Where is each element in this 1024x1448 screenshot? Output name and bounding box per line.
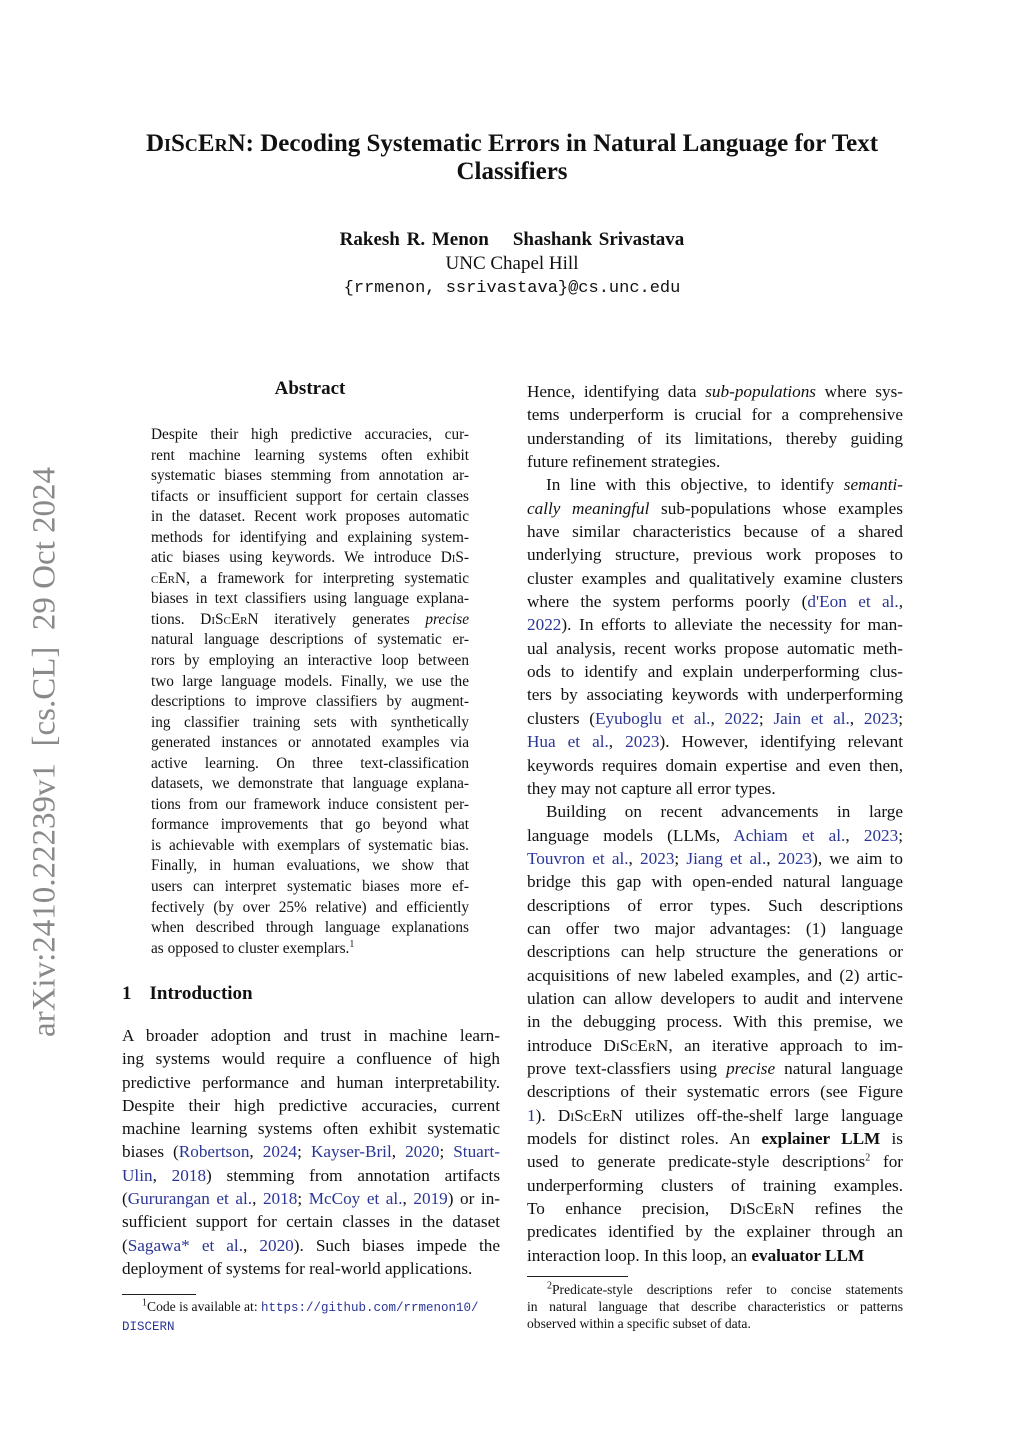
text-line [527,1010,903,1033]
text-line [151,939,469,960]
citation-link[interactable]: Robertson [178,1142,250,1162]
text-span: natural language [775,1058,903,1078]
text-span: atic biases using keywords. We introduce [151,549,441,567]
text-span: two large language models. Finally, we use the [151,672,469,690]
code-link[interactable]: https://github.com/rrmenon10/ [261,1301,479,1315]
text-span: fectively (by over 25% relative) and efficiently [151,898,469,916]
citation-link[interactable]: Achiam et al. [733,825,846,845]
text-span: rent machine learning systems often exhibit [151,446,469,464]
citation-link[interactable]: Hua et al. [527,732,609,752]
text-line [122,1094,500,1117]
text-span: predictive performance and human interpretability. [122,1072,500,1092]
right-column-body [527,380,903,1267]
text-span: bridge this gap with open-ended natural language [527,872,903,892]
text-span: ; [674,848,687,868]
text-span: , [252,1189,263,1209]
text-line [527,707,903,730]
text-line [122,1117,500,1140]
citation-link[interactable]: 1 [527,1105,536,1125]
text-line [527,870,903,893]
text-line [151,713,469,734]
text-line [151,774,469,795]
citation-link[interactable]: 2023 [640,848,675,868]
text-line [527,403,903,426]
text-span: rors by employing an interactive loop between [151,652,469,670]
text-line [527,1150,903,1173]
abstract-body [151,425,469,959]
text-line [151,877,469,898]
citation-link[interactable]: 2018 [262,1189,298,1209]
text-span: ( [122,1189,128,1209]
text-line [527,1244,903,1267]
text-line [527,917,903,940]
text-line [151,651,469,672]
introduction-body [122,1024,500,1280]
text-span: descriptions to improve classifiers by augment- [151,693,469,711]
citation-link[interactable]: 2023 [625,732,660,752]
text-span: In line with this objective, to identify [546,475,844,495]
paper-title: DiScErN: Decoding Systematic Errors in Natural Language for Text Classifiers [145,130,879,185]
text-span: tifacts or insufficient support for certain classes [151,487,469,505]
citation-link[interactable]: Eyuboglu et al. [595,708,711,728]
text-span: tems underperform is crucial for a comprehensive [527,405,903,425]
text-span: systematic biases stemming from annotation ar- [151,467,469,485]
text-span: evaluator LLM [751,1245,865,1265]
text-line [151,795,469,816]
text-span: cally meaningful [527,498,650,518]
text-span: future refinement strategies. [527,452,721,472]
text-line [151,692,469,713]
text-line [151,754,469,775]
text-span: for [870,1152,904,1172]
text-span: ( [122,1235,128,1255]
section-heading-introduction: 1 Introduction [122,983,253,1004]
citation-link[interactable]: 2022 [724,708,759,728]
text-span: when described through language explanations [151,919,469,937]
text-line [527,847,903,870]
text-span: Finally, in human evaluations, we show that [151,857,469,875]
text-span: keywords requires domain expertise and even then, [527,755,903,775]
citation-link[interactable]: Gururangan et al. [127,1189,253,1209]
text-span: DiScErN [200,610,259,628]
text-span: formance improvements that go beyond what [151,816,469,834]
text-line [527,427,903,450]
author: Rakesh R. Menon [339,229,489,250]
text-line [527,637,903,660]
text-line [122,1047,500,1070]
text-span: tions from our framework induce consistent per- [151,795,469,813]
footnote-mark: 2 [865,1152,871,1164]
text-line [527,473,903,496]
text-span: tions. [151,610,201,628]
text-line [151,528,469,549]
text-span: , [766,848,778,868]
text-span: A broader adoption and trust in machine learn- [122,1026,500,1045]
text-span: descriptions of their systematic errors (see Figure [527,1082,903,1102]
text-span: used to generate predicate-style descriptions [527,1152,866,1172]
text-span: sub-populations [705,382,816,401]
text-line [122,1140,500,1163]
text-span: in the debugging process. With this premise, we [527,1012,903,1032]
text-span: ; [898,708,903,728]
citation-link[interactable]: 2023 [777,848,813,868]
footnote-2: $^2$Predicate-style descriptions refer to concise statements in natural language that describe characteristics or patterns observed within a specific subset of data. [527,1280,903,1331]
text-line [122,1187,500,1210]
abstract-heading: Abstract [274,378,346,399]
text-span: DiScErN [603,1035,669,1055]
text-span: is achievable with exemplars of systematic bias. [151,836,469,854]
text-line [527,660,903,683]
text-line [151,466,469,487]
text-line [151,836,469,857]
text-span: in the dataset. Recent work proposes automatic [151,508,469,526]
text-span: , [402,1189,414,1209]
text-span: introduce [527,1035,604,1055]
text-span: ). Such biases impede the [293,1235,500,1255]
text-span: biases in text classifiers using language explana- [151,590,469,608]
text-line [151,898,469,919]
text-span: ual analysis, recent works propose automatic meth- [527,638,903,658]
author: Shashank Srivastava [512,229,685,250]
text-span: Despite their high predictive accuracies, cur- [151,426,469,443]
citation-link[interactable]: d'Eon et al. [807,592,899,612]
text-span: methods for identifying and explaining system- [151,528,469,546]
text-line [122,1024,500,1047]
citation-link[interactable]: Stuart- [453,1142,501,1162]
text-line [527,964,903,987]
citation-link[interactable]: 2024 [262,1142,298,1162]
text-line [151,569,469,590]
citation-link[interactable]: Touvron et al. [527,848,629,868]
text-line [527,1104,903,1127]
text-span: language models (LLMs, [527,825,734,845]
text-span: have similar characteristics because of a shared [527,522,903,542]
citation-link[interactable]: 2022 [527,615,562,635]
text-span: DiScErN [557,1105,623,1125]
text-span: cErN [151,569,187,587]
text-span: clusters ( [527,708,595,728]
text-span: can offer two major advantages: (1) language [527,918,903,938]
text-span: DiScErN [729,1199,795,1219]
text-span: , [845,825,864,845]
text-span: ing systems would require a confluence of high [122,1049,500,1069]
text-span: descriptions can help structure the generations or [527,942,903,962]
text-line [527,683,903,706]
text-span: , [249,1142,263,1162]
text-line [527,1220,903,1243]
authors [0,229,1024,251]
text-span: generated instances or annotated examples via [151,734,469,752]
system-name: DiScErN [145,130,246,157]
footnote-1: $^1$Code is available at: https://github.com/rrmenon10/ DISCERN [122,1297,479,1334]
text-line [527,1057,903,1080]
text-span: biases ( [122,1142,179,1162]
text-line [151,507,469,528]
text-span: active learning. On three text-classification [151,754,469,772]
citation-link[interactable]: Kayser-Bril [310,1142,392,1162]
text-span: acquisitions of new labeled examples, and (2) artic- [527,965,903,985]
text-span: natural language descriptions of systematic er- [151,631,469,649]
text-span: ulation can allow developers to audit and intervene [527,988,903,1008]
citation-link[interactable]: Jiang et al. [686,848,767,868]
text-span: utilizes off-the-shelf large language [622,1105,903,1125]
text-span: where sys- [816,382,903,401]
text-span: ) or in- [447,1189,501,1209]
text-line [527,777,903,800]
text-line [151,610,469,631]
text-span: ; [758,708,774,728]
text-line [527,543,903,566]
citation-link[interactable]: 2023 [863,825,899,845]
text-line [151,733,469,754]
text-span: refines the [794,1199,903,1219]
text-span: ; [297,1142,311,1162]
text-span: sufficient support for certain classes in the dataset [122,1212,500,1232]
text-span: , a framework for interpreting systematic [186,569,469,587]
text-line [151,856,469,877]
text-span: interaction loop. In this loop, an [527,1245,752,1265]
text-span: ), we aim to [812,848,903,868]
text-line [527,380,903,403]
text-span: cluster examples and qualitatively examine clusters [527,568,903,588]
text-line [527,940,903,963]
text-span: precise [425,610,469,628]
text-span: , [710,708,725,728]
text-line [527,894,903,917]
text-span: models for distinct roles. An [527,1129,762,1148]
text-span: , [243,1235,260,1255]
text-span: , [608,732,626,752]
text-line [151,630,469,651]
text-line [527,800,903,823]
text-line [527,1197,903,1220]
text-line [527,824,903,847]
text-line [527,567,903,590]
text-span: predicates identified by the explainer through an [527,1222,903,1242]
text-span: as opposed to cluster exemplars. [151,939,350,957]
text-span: ). In efforts to alleviate the necessity for man- [561,615,903,635]
text-span: iteratively generates [258,610,426,628]
text-span: DiS- [440,549,469,567]
text-line [527,590,903,613]
email: {rrmenon, ssrivastava}@cs.unc.edu [343,279,681,298]
text-line [151,548,469,569]
text-line [122,1234,500,1257]
text-span: To enhance precision, [527,1199,730,1219]
text-line [122,1257,500,1280]
text-line [151,446,469,467]
text-line [527,520,903,543]
text-line [151,672,469,693]
text-span: is [880,1129,903,1148]
text-span: deployment of systems for real-world applications. [122,1258,473,1278]
text-span: ) stemming from annotation artifacts [206,1165,501,1185]
text-span: , [391,1142,406,1162]
text-line [527,1127,903,1150]
text-span: underlying structure, previous work proposes to [527,545,903,565]
text-line [151,487,469,508]
text-span: Building on recent advancements in large [546,802,903,822]
text-span: descriptions of error types. Such descriptions [527,895,903,915]
text-span: Hence, identifying data [527,382,706,401]
citation-link[interactable]: 2020 [405,1142,440,1162]
text-line [122,1071,500,1094]
text-span: semanti- [843,475,903,495]
citation-link[interactable]: 2023 [863,708,899,728]
text-span: , [898,592,903,612]
citation-link[interactable]: 2019 [413,1189,448,1209]
text-line [122,1210,500,1233]
code-link-cont[interactable]: DISCERN [122,1320,175,1334]
text-line [151,815,469,836]
citation-link[interactable]: Jain et al. [773,708,850,728]
text-span: Despite their high predictive accuracies, current [122,1095,500,1115]
citation-link[interactable]: 2020 [259,1235,294,1255]
text-span: , [628,848,641,868]
text-line [527,1080,903,1103]
text-span: ing classifier training sets with synthetically [151,713,469,731]
text-line [151,425,469,446]
text-line [527,987,903,1010]
text-span: , an iterative approach to im- [668,1035,903,1055]
text-span: prove text-classfiers using [527,1058,727,1078]
text-span: they may not capture all error types. [527,778,776,798]
text-span: ; [297,1189,309,1209]
text-line [151,918,469,939]
citation-link[interactable]: 2018 [171,1165,207,1185]
text-line [122,1164,500,1187]
text-span: ods to identify and explain underperforming clus- [527,662,903,682]
text-span: datasets, we demonstrate that language explana- [151,775,469,793]
text-span: , [152,1165,172,1185]
footnote-mark: 1 [349,938,355,950]
text-span: understanding of its limitations, thereby guiding [527,428,903,448]
text-span: precise [726,1058,776,1078]
citation-link[interactable]: Ulin [122,1165,153,1185]
text-span: ). However, identifying relevant [659,732,903,752]
citation-link[interactable]: Sagawa* et al. [127,1235,244,1255]
text-span: machine learning systems often exhibit systematic [122,1119,500,1139]
text-span: underperforming clusters of training examples. [527,1175,903,1195]
text-line [527,497,903,520]
text-line [527,1174,903,1197]
text-line [527,1034,903,1057]
footnote-rule [122,1294,196,1295]
text-span: , [849,708,864,728]
text-span: ters by associating keywords with underperforming [527,685,903,705]
text-span: ; [898,825,903,845]
text-line [527,754,903,777]
text-line [527,450,903,473]
footnote-rule [527,1276,628,1277]
text-line [151,589,469,610]
text-span: explainer LLM [761,1129,881,1148]
citation-link[interactable]: McCoy et al. [308,1189,403,1209]
text-span: ). [535,1105,558,1125]
text-line [527,613,903,636]
text-line [527,730,903,753]
text-span: sub-populations whose examples [649,498,903,518]
text-span: ; [439,1142,454,1162]
affiliation: UNC Chapel Hill [445,253,579,274]
arxiv-stamp: arXiv:2410.22239v1 [cs.CL] 29 Oct 2024 [26,466,63,1038]
text-span: where the system performs poorly ( [527,592,808,612]
text-span: users can interpret systematic biases more ef- [151,878,469,896]
